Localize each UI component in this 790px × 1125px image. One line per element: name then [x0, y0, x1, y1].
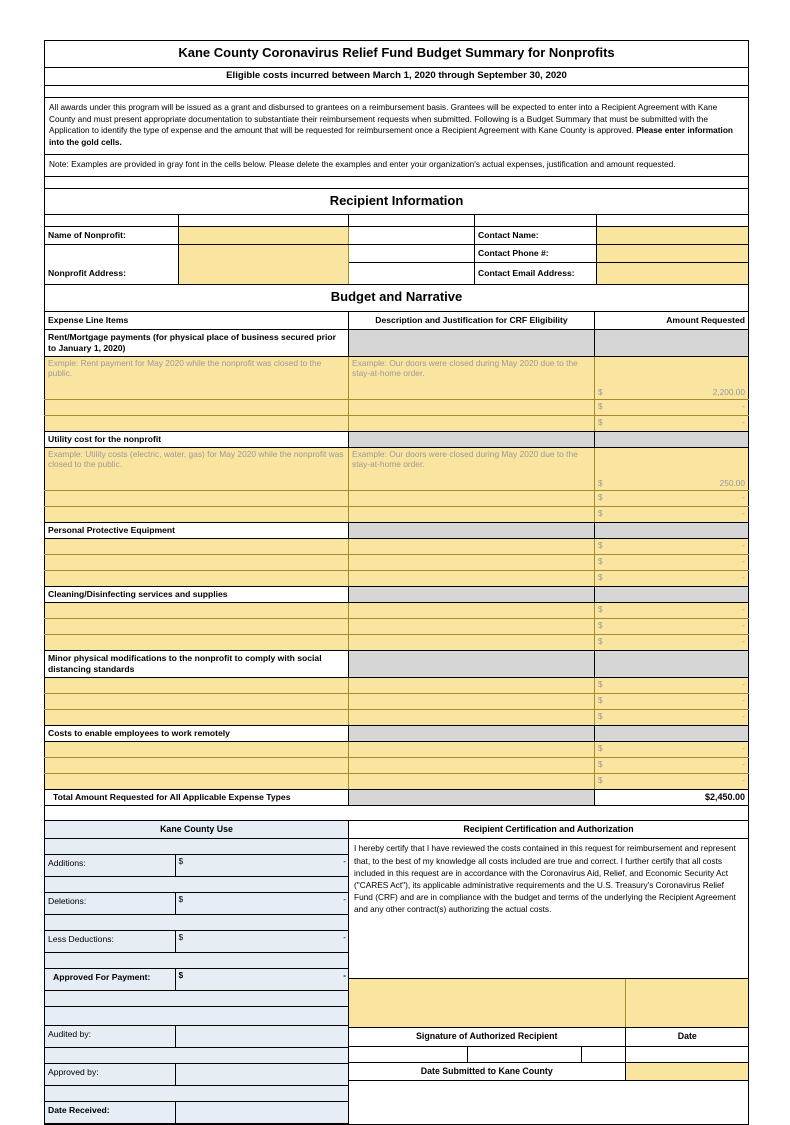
budget-bottom-spacer-row [45, 806, 749, 821]
entry-amount[interactable] [595, 693, 749, 709]
column-header-description: Description and Justification for CRF Eligibility [349, 312, 595, 330]
entry-expense[interactable] [45, 741, 349, 757]
entry-expense[interactable] [45, 757, 349, 773]
amount-value: - [742, 678, 745, 689]
currency-symbol: $ [598, 619, 603, 630]
entry-amount[interactable] [595, 677, 749, 693]
row-nonprofit-address-2 [45, 263, 749, 285]
kc-amount[interactable] [175, 855, 349, 877]
amount-value: - [742, 774, 745, 785]
budget-entry-row [45, 677, 749, 693]
note-paragraph: Note: Examples are provided in gray font in the cells below. Please delete the examples and enter your organization's actual expenses, justification and amount requested. [45, 155, 749, 177]
amount-value: - [742, 539, 745, 550]
date-input[interactable] [625, 979, 749, 1028]
entry-amount[interactable] [595, 773, 749, 789]
entry-description[interactable] [349, 506, 595, 522]
amount-value: 2,200.00 [712, 386, 745, 397]
budget-heading-row [45, 285, 749, 311]
kane-county-use-panel [45, 839, 349, 1125]
example-amount[interactable] [595, 447, 749, 490]
certification-table [349, 839, 749, 1081]
kc-signoff-gap-b [175, 1086, 349, 1102]
input-name-of-nonprofit[interactable] [179, 227, 349, 245]
budget-category-amount-blank [595, 522, 749, 538]
currency-symbol: $ [598, 758, 603, 769]
column-header-expense: Expense Line Items [45, 312, 349, 330]
ri-gap-2 [349, 245, 475, 263]
document-title-row [45, 41, 749, 68]
signature-label: Signature of Authorized Recipient [349, 1028, 625, 1046]
certification-body-row [349, 839, 749, 963]
budget-entry-row [45, 741, 749, 757]
amount-value: - [742, 555, 745, 566]
budget-category-name: Utility cost for the nonprofit [45, 431, 349, 447]
budget-example-row [45, 447, 749, 490]
kc-gap-row [45, 991, 349, 1007]
kane-county-use-table [45, 839, 349, 1124]
amount-value: - [742, 507, 745, 518]
recipient-information-heading: Recipient Information [45, 188, 749, 215]
ri-spacer-1 [45, 215, 179, 227]
spacer-row [45, 85, 749, 97]
entry-amount[interactable] [595, 415, 749, 431]
entry-expense[interactable] [45, 709, 349, 725]
label-name-of-nonprofit: Name of Nonprofit: [45, 227, 179, 245]
budget-category-desc-blank [349, 725, 595, 741]
budget-heading: Budget and Narrative [45, 285, 749, 311]
signature-blank-1 [349, 1046, 467, 1062]
date-label: Date [625, 1028, 749, 1046]
kc-big-gap [45, 1007, 349, 1026]
amount-value: - [742, 742, 745, 753]
certification-body: I hereby certify that I have reviewed the costs contained in this request for reimbursement and represent that, to the best of my knowledge all costs included are true and correct. I further certify that all costs included in this request are in accordance with the Coronavirus Aid, Relief, and Economic Security Act ("CARES Act"), its applicable administrative requirements and the U.S. Treasury's Coronavirus Relief Fund (CRF) and are in compliance with the budget and terms of the underlying the Recipient Agreement and any other contract(s) authorizing the actual costs. [354, 843, 736, 915]
currency-symbol: $ [598, 416, 603, 427]
kc-label: Approved For Payment: [45, 969, 175, 991]
budget-category-amount-blank [595, 586, 749, 602]
signature-blank-3 [581, 1046, 625, 1062]
currency-symbol: $ [598, 539, 603, 550]
spacer-cell [45, 85, 749, 97]
entry-description[interactable] [349, 399, 595, 415]
kc-signoff-label: Approved by: [45, 1064, 175, 1086]
budget-bottom-spacer-table [44, 806, 749, 821]
ri-gap-1 [349, 227, 475, 245]
certification-gap-row [349, 963, 749, 979]
recipient-spacer-row [45, 215, 749, 227]
kc-signoff-gap-row [45, 1086, 349, 1102]
budget-entry-row [45, 570, 749, 586]
entry-expense[interactable] [45, 538, 349, 554]
amount-value: - [742, 400, 745, 411]
entry-expense[interactable] [45, 618, 349, 634]
entry-expense[interactable] [45, 677, 349, 693]
ri-address-spacer [45, 245, 179, 263]
entry-expense[interactable] [45, 415, 349, 431]
kane-county-use-heading: Kane County Use [45, 821, 349, 839]
kc-amount-row [45, 931, 349, 953]
budget-bottom-spacer [45, 806, 749, 821]
entry-amount[interactable] [595, 618, 749, 634]
budget-category-row [45, 431, 749, 447]
input-contact-phone[interactable] [597, 245, 749, 263]
currency-symbol: $ [598, 386, 603, 397]
kc-spacer-a [45, 839, 175, 855]
budget-category-desc-blank [349, 650, 595, 677]
kc-signoff-row [45, 1064, 349, 1086]
currency-symbol: $ [178, 856, 184, 867]
budget-entry-row [45, 709, 749, 725]
footer-table [44, 821, 749, 1125]
kc-gap-b [175, 953, 349, 969]
kc-gap-a [45, 877, 175, 893]
budget-entry-row [45, 415, 749, 431]
currency-symbol: $ [598, 635, 603, 646]
entry-expense[interactable] [45, 490, 349, 506]
amount-value: - [742, 710, 745, 721]
entry-expense[interactable] [45, 634, 349, 650]
kc-amount[interactable] [175, 931, 349, 953]
input-nonprofit-address-line1[interactable] [179, 245, 349, 263]
input-nonprofit-address-line2[interactable] [179, 263, 349, 285]
budget-category-desc-blank [349, 522, 595, 538]
document-subtitle: Eligible costs incurred between March 1, 2020 through September 30, 2020 [45, 67, 749, 85]
ri-spacer-4 [475, 215, 597, 227]
header-table [44, 40, 749, 215]
ri-spacer-2 [179, 215, 349, 227]
budget-heading-table [44, 285, 749, 312]
entry-description[interactable] [349, 741, 595, 757]
entry-expense[interactable] [45, 506, 349, 522]
currency-symbol: $ [598, 491, 603, 502]
amount-value: - [343, 932, 346, 943]
entry-amount[interactable] [595, 741, 749, 757]
input-contact-name[interactable] [597, 227, 749, 245]
note-paragraph-row [45, 155, 749, 177]
currency-symbol: $ [598, 742, 603, 753]
kc-signoff-gap-a [45, 1086, 175, 1102]
budget-entry-row [45, 399, 749, 415]
kc-gap-b [175, 877, 349, 893]
entry-description[interactable] [349, 773, 595, 789]
entry-description[interactable] [349, 634, 595, 650]
kc-amount-row [45, 969, 349, 991]
entry-description[interactable] [349, 490, 595, 506]
budget-entry-row [45, 693, 749, 709]
kc-amount-row [45, 855, 349, 877]
spacer-cell-2 [45, 176, 749, 188]
footer-body-row [45, 839, 749, 1125]
budget-example-row [45, 356, 749, 399]
amount-value: - [742, 619, 745, 630]
budget-category-desc-blank [349, 329, 595, 356]
example-expense[interactable]: Exmple: Rent payment for May 2020 while the nonprofit was closed to the public. [45, 356, 349, 399]
budget-entry-row [45, 634, 749, 650]
example-expense[interactable]: Example: Utility costs (electric, water, gas) for May 2020 while the nonprofit was closed to the public. [45, 447, 349, 490]
total-spacer [349, 789, 595, 806]
kc-gap-b [175, 915, 349, 931]
entry-expense[interactable] [45, 399, 349, 415]
input-contact-email[interactable] [597, 263, 749, 285]
example-description[interactable]: Example: Our doors were closed during May 2020 due to the stay-at-home order. [349, 447, 595, 490]
entry-description[interactable] [349, 693, 595, 709]
label-contact-email: Contact Email Address: [475, 263, 597, 285]
row-nonprofit-address-1 [45, 245, 749, 263]
budget-category-row [45, 522, 749, 538]
amount-value: - [742, 694, 745, 705]
currency-symbol: $ [178, 894, 184, 905]
budget-category-name: Rent/Mortgage payments (for physical place of business secured prior to January 1, 2020) [45, 329, 349, 356]
budget-category-row [45, 586, 749, 602]
amount-value: 250.00 [719, 477, 745, 488]
kc-gap-a [45, 915, 175, 931]
kc-amount[interactable] [175, 969, 349, 991]
budget-category-desc-blank [349, 431, 595, 447]
budget-table [44, 312, 749, 807]
signature-input[interactable] [349, 979, 625, 1028]
footer-heading-row [45, 821, 749, 839]
entry-amount[interactable] [595, 554, 749, 570]
kc-signoff-row [45, 1102, 349, 1124]
kc-spacer-row [45, 839, 349, 855]
currency-symbol: $ [178, 932, 184, 943]
currency-symbol: $ [598, 400, 603, 411]
signature-blank-4 [625, 1046, 749, 1062]
ri-spacer-5 [597, 215, 749, 227]
budget-total-row [45, 789, 749, 806]
kc-signoff-value[interactable] [175, 1102, 349, 1124]
row-name-of-nonprofit [45, 227, 749, 245]
kc-gap-a [45, 953, 175, 969]
currency-symbol: $ [178, 970, 184, 981]
budget-category-amount-blank [595, 650, 749, 677]
document-title: Kane County Coronavirus Relief Fund Budget Summary for Nonprofits [45, 41, 749, 68]
kc-gap-a [45, 991, 175, 1007]
amount-value: - [343, 856, 346, 867]
signature-blank-row [349, 1046, 749, 1062]
budget-body [45, 329, 749, 789]
entry-expense[interactable] [45, 570, 349, 586]
amount-value: - [343, 894, 346, 905]
entry-expense[interactable] [45, 693, 349, 709]
kc-label: Less Deductions: [45, 931, 175, 953]
intro-paragraph-row [45, 97, 749, 154]
currency-symbol: $ [598, 603, 603, 614]
kc-signoff-gap-b [175, 1048, 349, 1064]
label-contact-name: Contact Name: [475, 227, 597, 245]
signature-label-row [349, 1028, 749, 1046]
certification-heading: Recipient Certification and Authorization [349, 821, 749, 839]
amount-value: - [742, 416, 745, 427]
example-amount[interactable] [595, 356, 749, 399]
ri-spacer-3 [349, 215, 475, 227]
currency-symbol: $ [598, 694, 603, 705]
kc-gap-row [45, 877, 349, 893]
currency-symbol: $ [598, 774, 603, 785]
kc-amount-row [45, 893, 349, 915]
label-nonprofit-address: Nonprofit Address: [45, 263, 179, 285]
currency-symbol: $ [598, 710, 603, 721]
kc-signoff-value[interactable] [175, 1064, 349, 1086]
amount-value: - [742, 571, 745, 582]
recipient-information-table [44, 215, 749, 285]
example-description[interactable]: Example: Our doors were closed during May 2020 due to the stay-at-home order. [349, 356, 595, 399]
total-value: $2,450.00 [595, 789, 749, 806]
intro-paragraph [45, 97, 749, 154]
entry-description[interactable] [349, 538, 595, 554]
entry-description[interactable] [349, 618, 595, 634]
kc-gap-b [175, 991, 349, 1007]
entry-expense[interactable] [45, 602, 349, 618]
budget-category-name: Personal Protective Equipment [45, 522, 349, 538]
entry-amount[interactable] [595, 399, 749, 415]
currency-symbol: $ [598, 555, 603, 566]
currency-symbol: $ [598, 477, 603, 488]
budget-entry-row [45, 506, 749, 522]
spacer-row-2 [45, 176, 749, 188]
entry-description[interactable] [349, 570, 595, 586]
kc-amount[interactable] [175, 893, 349, 915]
budget-category-desc-blank [349, 586, 595, 602]
currency-symbol: $ [598, 678, 603, 689]
amount-value: - [742, 491, 745, 502]
date-submitted-row [349, 1062, 749, 1080]
budget-category-row [45, 725, 749, 741]
currency-symbol: $ [598, 571, 603, 582]
intro-bold-text: Please enter information into the gold cells. [49, 125, 733, 148]
budget-category-name: Costs to enable employees to work remotely [45, 725, 349, 741]
entry-amount[interactable] [595, 506, 749, 522]
form-sheet [44, 40, 748, 1125]
kc-spacer-b [175, 839, 349, 855]
certification-panel [349, 839, 749, 1125]
recipient-information-heading-row [45, 188, 749, 215]
budget-category-row [45, 650, 749, 677]
document-subtitle-row [45, 67, 749, 85]
kc-signoff-label: Audited by: [45, 1026, 175, 1048]
kc-signoff-value[interactable] [175, 1026, 349, 1048]
kc-gap-row [45, 915, 349, 931]
entry-amount[interactable] [595, 709, 749, 725]
label-contact-phone: Contact Phone #: [475, 245, 597, 263]
intro-text: All awards under this program will be issued as a grant and disbursed to grantees on a reimbursement basis. Grantees will be expected to enter into a Recipient Agreement with Kane County and must present appropriate documentation to substantiate their reimbursement requests when submitted. Following is a Budget Summary that must be submitted with the Application to identify the type of expense and the amount that will be requested for reimbursement once a Recipient Agreement with Kane County is approved. [49, 101, 718, 136]
budget-entry-row [45, 773, 749, 789]
entry-amount[interactable] [595, 634, 749, 650]
entry-amount[interactable] [595, 602, 749, 618]
ri-gap-3 [349, 263, 475, 285]
budget-entry-row [45, 602, 749, 618]
budget-entry-row [45, 490, 749, 506]
certification-gap [349, 963, 749, 979]
budget-entry-row [45, 618, 749, 634]
date-submitted-input[interactable] [625, 1062, 749, 1080]
entry-description[interactable] [349, 554, 595, 570]
kane-county-use-body [45, 839, 349, 1124]
amount-value: - [742, 758, 745, 769]
kc-label: Deletions: [45, 893, 175, 915]
budget-category-row [45, 329, 749, 356]
budget-category-amount-blank [595, 431, 749, 447]
signature-blank-2 [467, 1046, 581, 1062]
budget-entry-row [45, 757, 749, 773]
kc-signoff-row [45, 1026, 349, 1048]
column-header-amount: Amount Requested [595, 312, 749, 330]
entry-amount[interactable] [595, 570, 749, 586]
budget-category-amount-blank [595, 725, 749, 741]
kc-signoff-gap-row [45, 1048, 349, 1064]
kc-signoff-gap-a [45, 1048, 175, 1064]
budget-entry-row [45, 554, 749, 570]
signature-input-row [349, 979, 749, 1028]
entry-expense[interactable] [45, 773, 349, 789]
entry-amount[interactable] [595, 757, 749, 773]
entry-expense[interactable] [45, 554, 349, 570]
kc-signoff-label: Date Received: [45, 1102, 175, 1124]
budget-category-name: Cleaning/Disinfecting services and supplies [45, 586, 349, 602]
kc-gap-row [45, 953, 349, 969]
amount-value: - [742, 603, 745, 614]
amount-value: - [742, 635, 745, 646]
entry-amount[interactable] [595, 490, 749, 506]
entry-description[interactable] [349, 757, 595, 773]
entry-description[interactable] [349, 602, 595, 618]
budget-entry-row [45, 538, 749, 554]
entry-description[interactable] [349, 415, 595, 431]
budget-column-header-row [45, 312, 749, 330]
currency-symbol: $ [598, 507, 603, 518]
budget-category-name: Minor physical modifications to the nonprofit to comply with social distancing standards [45, 650, 349, 677]
entry-amount[interactable] [595, 538, 749, 554]
kc-label: Additions: [45, 855, 175, 877]
total-label: Total Amount Requested for All Applicable Expense Types [45, 789, 349, 806]
amount-value: - [343, 970, 346, 981]
entry-description[interactable] [349, 709, 595, 725]
kc-big-gap-row [45, 1007, 349, 1026]
date-submitted-label: Date Submitted to Kane County [349, 1062, 625, 1080]
entry-description[interactable] [349, 677, 595, 693]
budget-category-amount-blank [595, 329, 749, 356]
